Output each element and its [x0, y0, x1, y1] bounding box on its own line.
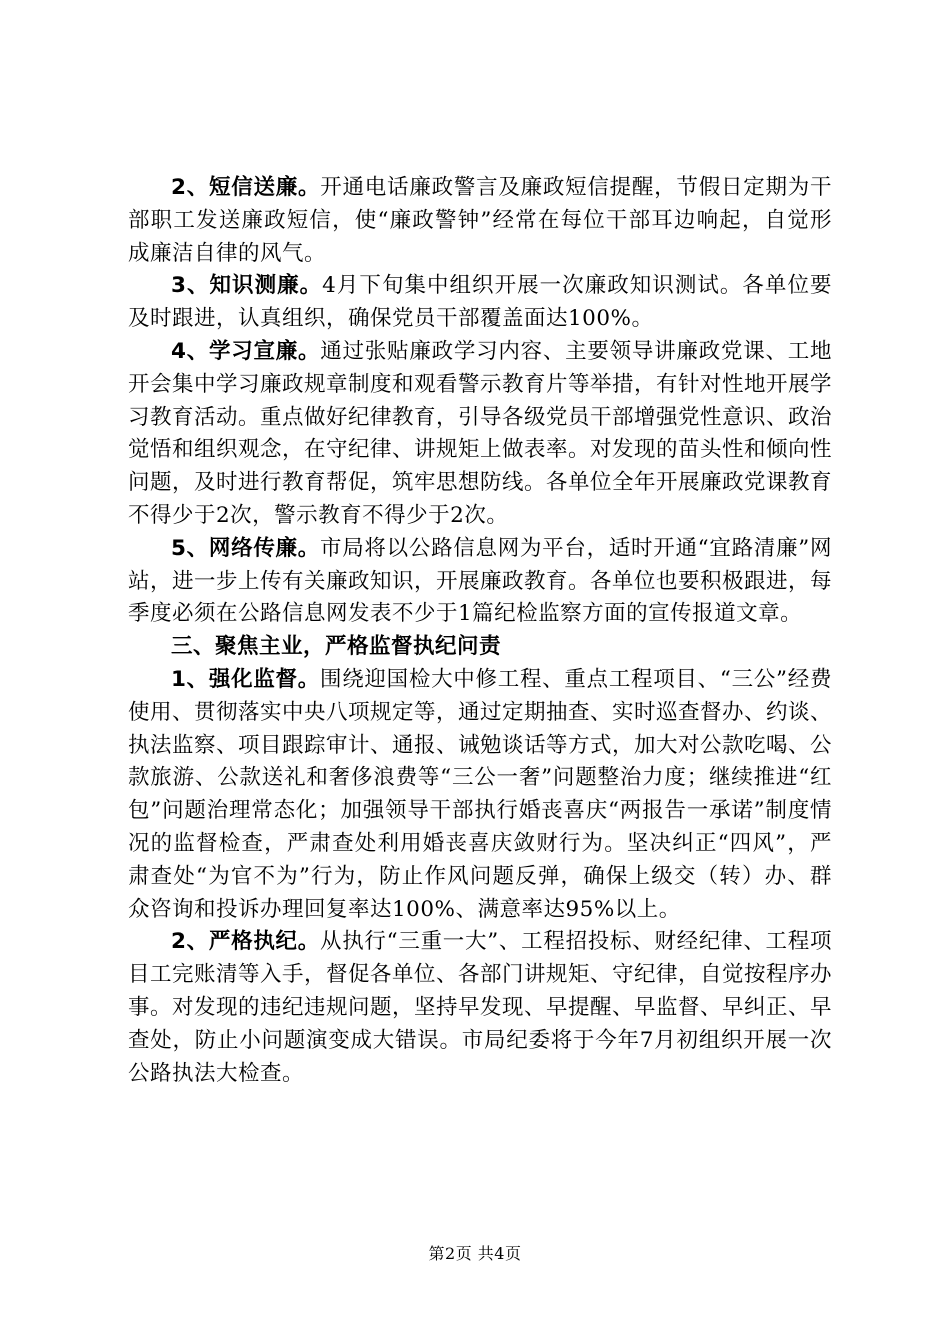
paragraph-lead: 2、严格执纪。	[171, 929, 320, 955]
paragraph-lead: 1、强化监督。	[171, 666, 320, 692]
paragraph-knowledge-test	[128, 270, 832, 336]
paragraph-network	[128, 533, 832, 631]
section-heading: 三、聚焦主业，严格监督执纪问责	[171, 634, 502, 660]
paragraph-lead: 3、知识测廉。	[171, 273, 323, 299]
paragraph-sms	[128, 172, 832, 270]
paragraph-lead: 5、网络传廉。	[171, 535, 320, 561]
paragraph-text: 从执行“三重一大”、工程招投标、财经纪律、工程项目工完账清等入手，督促各单位、各部门讲规矩、守纪律，自觉按程序办事。对发现的违纪违规问题，坚持早发现、早提醒、早监督、早纠正、早查处，防止小问题演变成大错误。市局纪委将于今年7月初组织开展一次公路执法大检查。	[128, 929, 833, 1086]
paragraph-lead: 4、学习宣廉。	[171, 338, 321, 364]
document-body	[128, 172, 832, 1090]
paragraph-text: 围绕迎国检大中修工程、重点工程项目、“三公”经费使用、贯彻落实中央八项规定等，通过定期抽查、实时巡查督办、约谈、执法监察、项目跟踪审计、通报、诫勉谈话等方式，加大对公款吃喝、公款旅游、公款送礼和奢侈浪费等“三公一奢”问题整治力度；继续推进“红包”问题治理常态化；加强领导干部执行婚丧喜庆“两报告一承诺”制度情况的监督检查，严肃查处利用婚丧喜庆敛财行为。坚决纠正“四风”，严肃查处“为官不为”行为，防止作风问题反弹，确保上级交（转）办、群众咨询和投诉办理回复率达100%、满意率达95%以上。	[128, 666, 833, 922]
paragraph-text: 4月下旬集中组织开展一次廉政知识测试。各单位要及时跟进，认真组织，确保党员干部覆盖面达100%。	[128, 273, 832, 332]
page-number: 第2页 共4页	[428, 1244, 522, 1263]
paragraph-supervision	[128, 664, 832, 926]
paragraph-lead: 2、短信送廉。	[171, 175, 321, 200]
paragraph-text: 开通电话廉政警言及廉政短信提醒，节假日定期为干部职工发送廉政短信，使“廉政警钟”经常在每位干部耳边响起，自觉形成廉洁自律的风气。	[128, 175, 832, 266]
paragraph-study	[128, 336, 832, 533]
paragraph-discipline	[128, 926, 832, 1090]
paragraph-text: 市局将以公路信息网为平台，适时开通“宜路清廉”网站，进一步上传有关廉政知识，开展廉政教育。各单位也要积极跟进，每季度必须在公路信息网发表不少于1篇纪检监察方面的宣传报道文章。	[128, 535, 833, 627]
paragraph-text: 通过张贴廉政学习内容、主要领导讲廉政党课、工地开会集中学习廉政规章制度和观看警示教育片等举措，有针对性地开展学习教育活动。重点做好纪律教育，引导各级党员干部增强党性意识、政治觉悟和组织观念，在守纪律、讲规矩上做表率。对发现的苗头性和倾向性问题，及时进行教育帮促，筑牢思想防线。各单位全年开展廉政党课教育不得少于2次，警示教育不得少于2次。	[128, 338, 833, 528]
